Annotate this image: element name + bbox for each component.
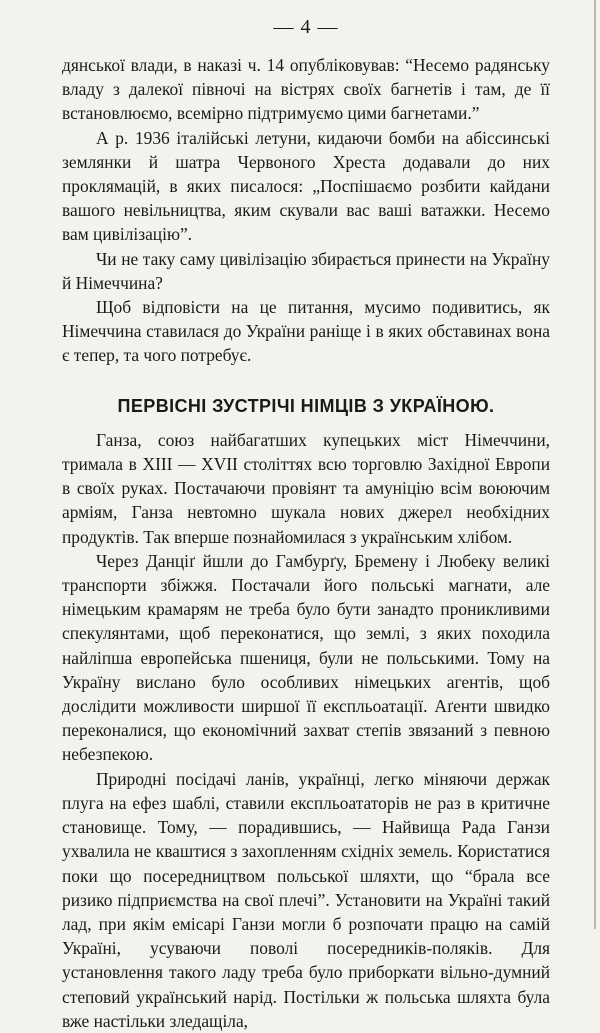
section-heading: ПЕРВІСНІ ЗУСТРІЧІ НІМЦІВ З УКРАЇНОЮ. xyxy=(117,395,495,416)
paragraph: Природні посідачі ланів, українці, легко міняючи держак плуга на ефез шаблі, ставили експльоататорів не раз в критичне становище. Тому, — порадившись, — Найвища Рада Ганзи ухвалила не кваштися з захопленням східніх земель. Користатися поки що посередництвом польської шляхти, що “брала все ризико підприємства на свої плечі”. Установити на Україні такий лад, при якім емісарі Ганзи могли б розпочати працю на самій Україні, усуваючи поволі посередників-поляків. Для установлення такого ладу треба було приборкати вільно-думний степовий український нарід. Постільки ж польська шляхта була вже настільки зледащіла, xyxy=(62,768,550,1031)
paragraph: дянської влади, в наказі ч. 14 опубліковував: “Несемо радянську владу з далекої півночі на вістрях своїх багнетів і там, де її встановлюємо, всемірно підтримуємо цими багнетами.” xyxy=(62,55,550,124)
paragraph: Через Данціґ йшли до Гамбурґу, Бремену і Любеку великі транспорти збіжжя. Постачали його польські магнати, але німецьким крамарям не треба було бути занадто проникливими спекулянтами, щоб переконатися, що землі, з яких походила найліпша европейська пшениця, були не польськими. Тому на Україну вислано було особливих німецьких агентів, щоб дослідити можливости ширшої її експльоатації. Аґенти швидко переконалися, що економічний захват степів звязаний з певною небезпекою. xyxy=(62,550,550,765)
body-text xyxy=(62,53,550,1033)
paragraph: Щоб відповісти на це питання, мусимо подивитись, як Німеччина ставилася до України раніще і в яких обставинах вона є тепер, та чого потребує. xyxy=(62,297,550,366)
paragraph: Ганза, союз найбагатших купецьких міст Німеччини, тримала в XIII — XVII століттях всю торговлю Західної Европи в своїх руках. Постачаючи провіянт та амуніцію всім воюючим арміям, Ганза невтомно шукала нових джерел необхідних продуктів. Так вперше познайомилася з українським хлібом. xyxy=(62,429,550,547)
page-number: — 4 — xyxy=(273,16,339,38)
paragraph: А р. 1936 італійські летуни, кидаючи бомби на абіссинські землянки й шатра Червоного Хреста додавали до них проклямацій, в яких писалося: „Поспішаємо розбити кайдани вашого невільництва, яким скували вас ваші ватажки. Несемо вам цивілізацію”. xyxy=(62,127,550,245)
paragraph: Чи не таку саму цивілізацію збирається принести на Україну й Німеччина? xyxy=(62,248,550,293)
page-edge xyxy=(594,0,596,929)
